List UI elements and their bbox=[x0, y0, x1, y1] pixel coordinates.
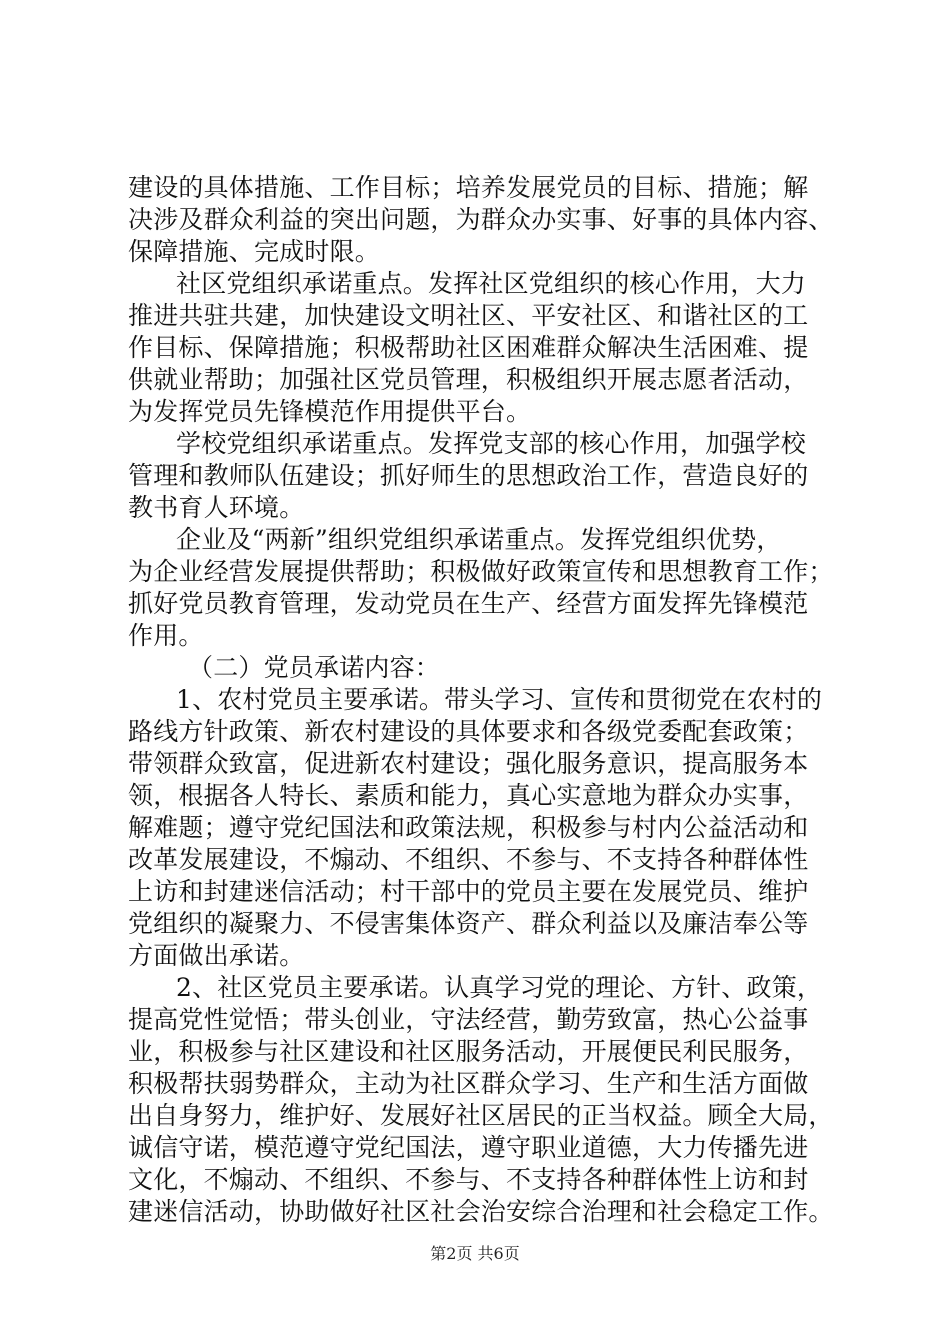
page-footer: 第2页 共6页 bbox=[430, 1244, 520, 1263]
text-line: 作目标、保障措施；积极帮助社区困难群众解决生活困难、提 bbox=[128, 333, 809, 362]
paragraph-start-line: 1、农村党员主要承诺。带头学习、宣传和贯彻党在农村的 bbox=[176, 685, 823, 714]
text-line: 积极帮扶弱势群众，主动为社区群众学习、生产和生活方面做 bbox=[128, 1069, 809, 1098]
paragraph-start-line: 2、社区党员主要承诺。认真学习党的理论、方针、政策， bbox=[176, 973, 823, 1002]
text-line: 带领群众致富，促进新农村建设；强化服务意识，提高服务本 bbox=[128, 749, 809, 778]
text-line: 管理和教师队伍建设；抓好师生的思想政治工作，营造良好的 bbox=[128, 461, 809, 490]
paragraph-start-line: 学校党组织承诺重点。发挥党支部的核心作用，加强学校 bbox=[176, 429, 807, 458]
text-line: 上访和封建迷信活动；村干部中的党员主要在发展党员、维护 bbox=[128, 877, 809, 906]
text-line: 路线方针政策、新农村建设的具体要求和各级党委配套政策； bbox=[128, 717, 809, 746]
paragraph-start-line: 社区党组织承诺重点。发挥社区党组织的核心作用，大力 bbox=[176, 269, 807, 298]
text-line: 提高党性觉悟；带头创业，守法经营，勤劳致富，热心公益事 bbox=[128, 1005, 809, 1034]
text-line: 建设的具体措施、工作目标；培养发展党员的目标、措施；解 bbox=[128, 173, 809, 202]
text-line: 决涉及群众利益的突出问题，为群众办实事、好事的具体内容、 bbox=[128, 205, 834, 234]
text-line: 诚信守诺，模范遵守党纪国法，遵守职业道德，大力传播先进 bbox=[128, 1133, 809, 1162]
text-line: 建迷信活动，协助做好社区社会治安综合治理和社会稳定工作。 bbox=[128, 1197, 834, 1226]
text-line: 供就业帮助；加强社区党员管理，积极组织开展志愿者活动， bbox=[128, 365, 809, 394]
text-line: 保障措施、完成时限。 bbox=[128, 237, 381, 266]
text-line: 教书育人环境。 bbox=[128, 493, 305, 522]
paragraph-start-line: 企业及“两新”组织党组织承诺重点。发挥党组织优势， bbox=[176, 525, 782, 554]
text-line: 为发挥党员先锋模范作用提供平台。 bbox=[128, 397, 532, 426]
text-line: 领，根据各人特长、素质和能力，真心实意地为群众办实事， bbox=[128, 781, 809, 810]
section-heading: （二）党员承诺内容： bbox=[188, 653, 441, 682]
text-line: 抓好党员教育管理，发动党员在生产、经营方面发挥先锋模范 bbox=[128, 589, 809, 618]
body-text bbox=[128, 172, 840, 1228]
text-line: 解难题；遵守党纪国法和政策法规，积极参与村内公益活动和 bbox=[128, 813, 809, 842]
text-line: 党组织的凝聚力、不侵害集体资产、群众利益以及廉洁奉公等 bbox=[128, 909, 809, 938]
text-line: 为企业经营发展提供帮助；积极做好政策宣传和思想教育工作； bbox=[128, 557, 834, 586]
text-line: 出自身努力，维护好、发展好社区居民的正当权益。顾全大局， bbox=[128, 1101, 834, 1130]
text-line: 业，积极参与社区建设和社区服务活动，开展便民利民服务， bbox=[128, 1037, 809, 1066]
text-line: 方面做出承诺。 bbox=[128, 941, 305, 970]
text-line: 推进共驻共建，加快建设文明社区、平安社区、和谐社区的工 bbox=[128, 301, 809, 330]
text-line: 作用。 bbox=[128, 621, 204, 650]
text-line: 文化，不煽动、不组织、不参与、不支持各种群体性上访和封 bbox=[128, 1165, 809, 1194]
text-line: 改革发展建设，不煽动、不组织、不参与、不支持各种群体性 bbox=[128, 845, 809, 874]
